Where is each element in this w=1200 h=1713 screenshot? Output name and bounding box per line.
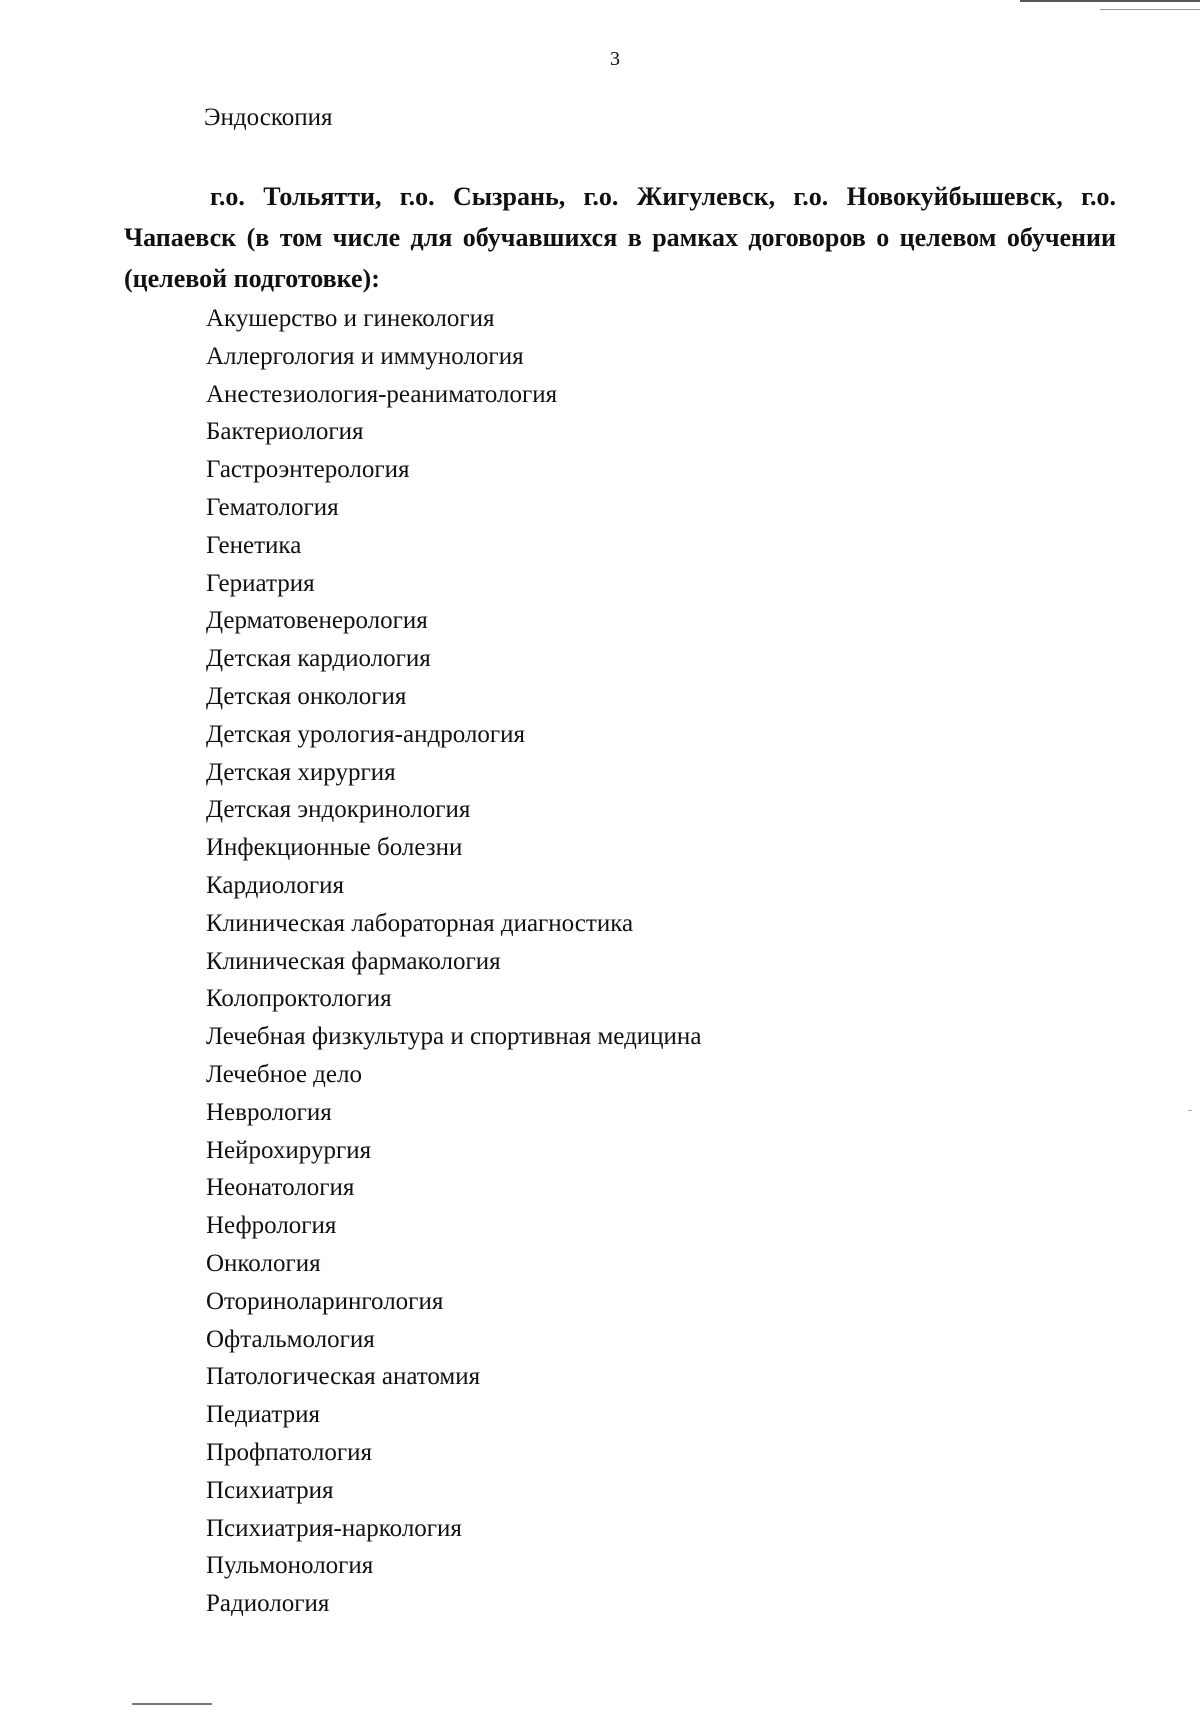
list-item: Кардиология	[206, 871, 344, 899]
scan-artifact-line	[1100, 9, 1200, 10]
list-item: Неврология	[206, 1098, 332, 1126]
list-item: Радиология	[206, 1590, 330, 1618]
list-item: Психиатрия-наркология	[206, 1514, 462, 1542]
list-item: Дерматовенерология	[206, 607, 428, 635]
list-item: Неонатология	[206, 1174, 355, 1202]
list-item: Детская онкология	[206, 682, 407, 710]
list-item: Психиатрия	[206, 1476, 334, 1504]
list-item: Инфекционные болезни	[206, 834, 463, 862]
list-item: Профпатология	[206, 1438, 372, 1466]
list-item: Пульмонология	[206, 1552, 374, 1580]
scan-artifact-line	[1020, 0, 1200, 2]
list-item: Гериатрия	[206, 569, 315, 597]
list-item: Колопроктология	[206, 985, 392, 1013]
list-item: Патологическая анатомия	[206, 1363, 481, 1391]
list-item: Клиническая лабораторная диагностика	[206, 909, 634, 937]
list-item: Онкология	[206, 1249, 321, 1277]
list-item: Гастроэнтерология	[206, 456, 410, 484]
list-item: Нейрохирургия	[206, 1136, 372, 1164]
list-item: Гематология	[206, 493, 339, 521]
list-item: Детская эндокринология	[206, 796, 471, 824]
list-item: Педиатрия	[206, 1401, 320, 1429]
list-item: Оториноларингология	[206, 1287, 444, 1315]
list-item: Аллергология и иммунология	[206, 342, 524, 370]
list-item: Лечебное дело	[206, 1060, 362, 1088]
specialty-list	[206, 300, 701, 1623]
list-item: Клиническая фармакология	[206, 947, 501, 975]
page-number: 3	[610, 48, 620, 70]
scan-artifact-mark	[132, 1703, 212, 1705]
list-item: Детская хирургия	[206, 758, 396, 786]
list-item: Анестезиология-реаниматология	[206, 380, 558, 408]
list-item: Акушерство и гинекология	[206, 305, 495, 332]
previous-list-item: Эндоскопия	[204, 104, 333, 131]
scan-artifact-mark	[1188, 1110, 1192, 1111]
section-heading: г.о. Тольятти, г.о. Сызрань, г.о. Жигулевск, г.о. Новокуйбышевск, г.о. Чапаевск (в том числе для обучавшихся в рамках договоров о целевом обучении (целевой подготовке):	[124, 182, 1116, 293]
list-item: Бактериология	[206, 418, 364, 446]
list-item: Лечебная физкультура и спортивная медицина	[206, 1023, 702, 1051]
list-item: Детская кардиология	[206, 645, 431, 673]
list-item: Детская урология-андрология	[206, 720, 525, 748]
list-item: Генетика	[206, 531, 302, 559]
list-item: Офтальмология	[206, 1325, 375, 1353]
list-item: Нефрология	[206, 1212, 337, 1240]
